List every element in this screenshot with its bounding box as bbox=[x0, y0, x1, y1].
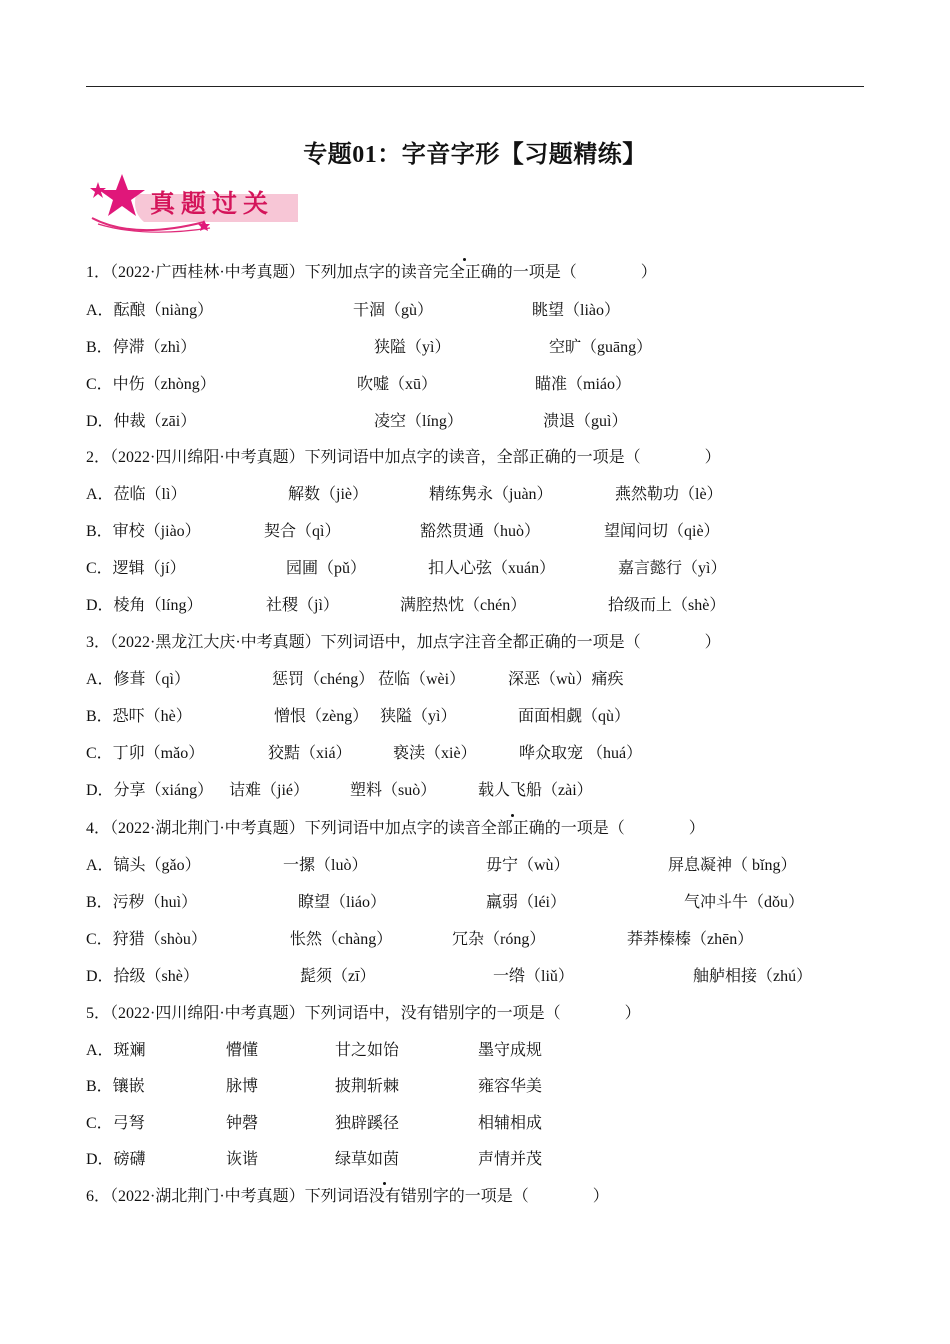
section-banner: 真题过关 bbox=[150, 189, 275, 218]
question-1: 1．（2022·广西桂林·中考真题）下列加点字的读音完全正确的一项是（ ） bbox=[86, 262, 657, 284]
question-6: 6．（2022·湖北荆门·中考真题）下列词语没有错别字的一项是（ ） bbox=[86, 1186, 609, 1208]
page-title: 专题01：字音字形【习题精练】 bbox=[303, 142, 647, 168]
question-3: 3．（2022·黑龙江大庆·中考真题）下列词语中，加点字注音全都正确的一项是（ ） bbox=[86, 634, 721, 651]
question-2: 2．（2022·四川绵阳·中考真题）下列词语中加点字的读音，全部正确的一项是（ ） bbox=[86, 449, 721, 466]
question-4: 4．（2022·湖北荆门·中考真题）下列词语中加点字的读音全部正确的一项是（ ） bbox=[86, 818, 705, 840]
question-5: 5．（2022·四川绵阳·中考真题）下列词语中，没有错别字的一项是（ ） bbox=[86, 1005, 641, 1022]
header-rule bbox=[86, 86, 864, 87]
